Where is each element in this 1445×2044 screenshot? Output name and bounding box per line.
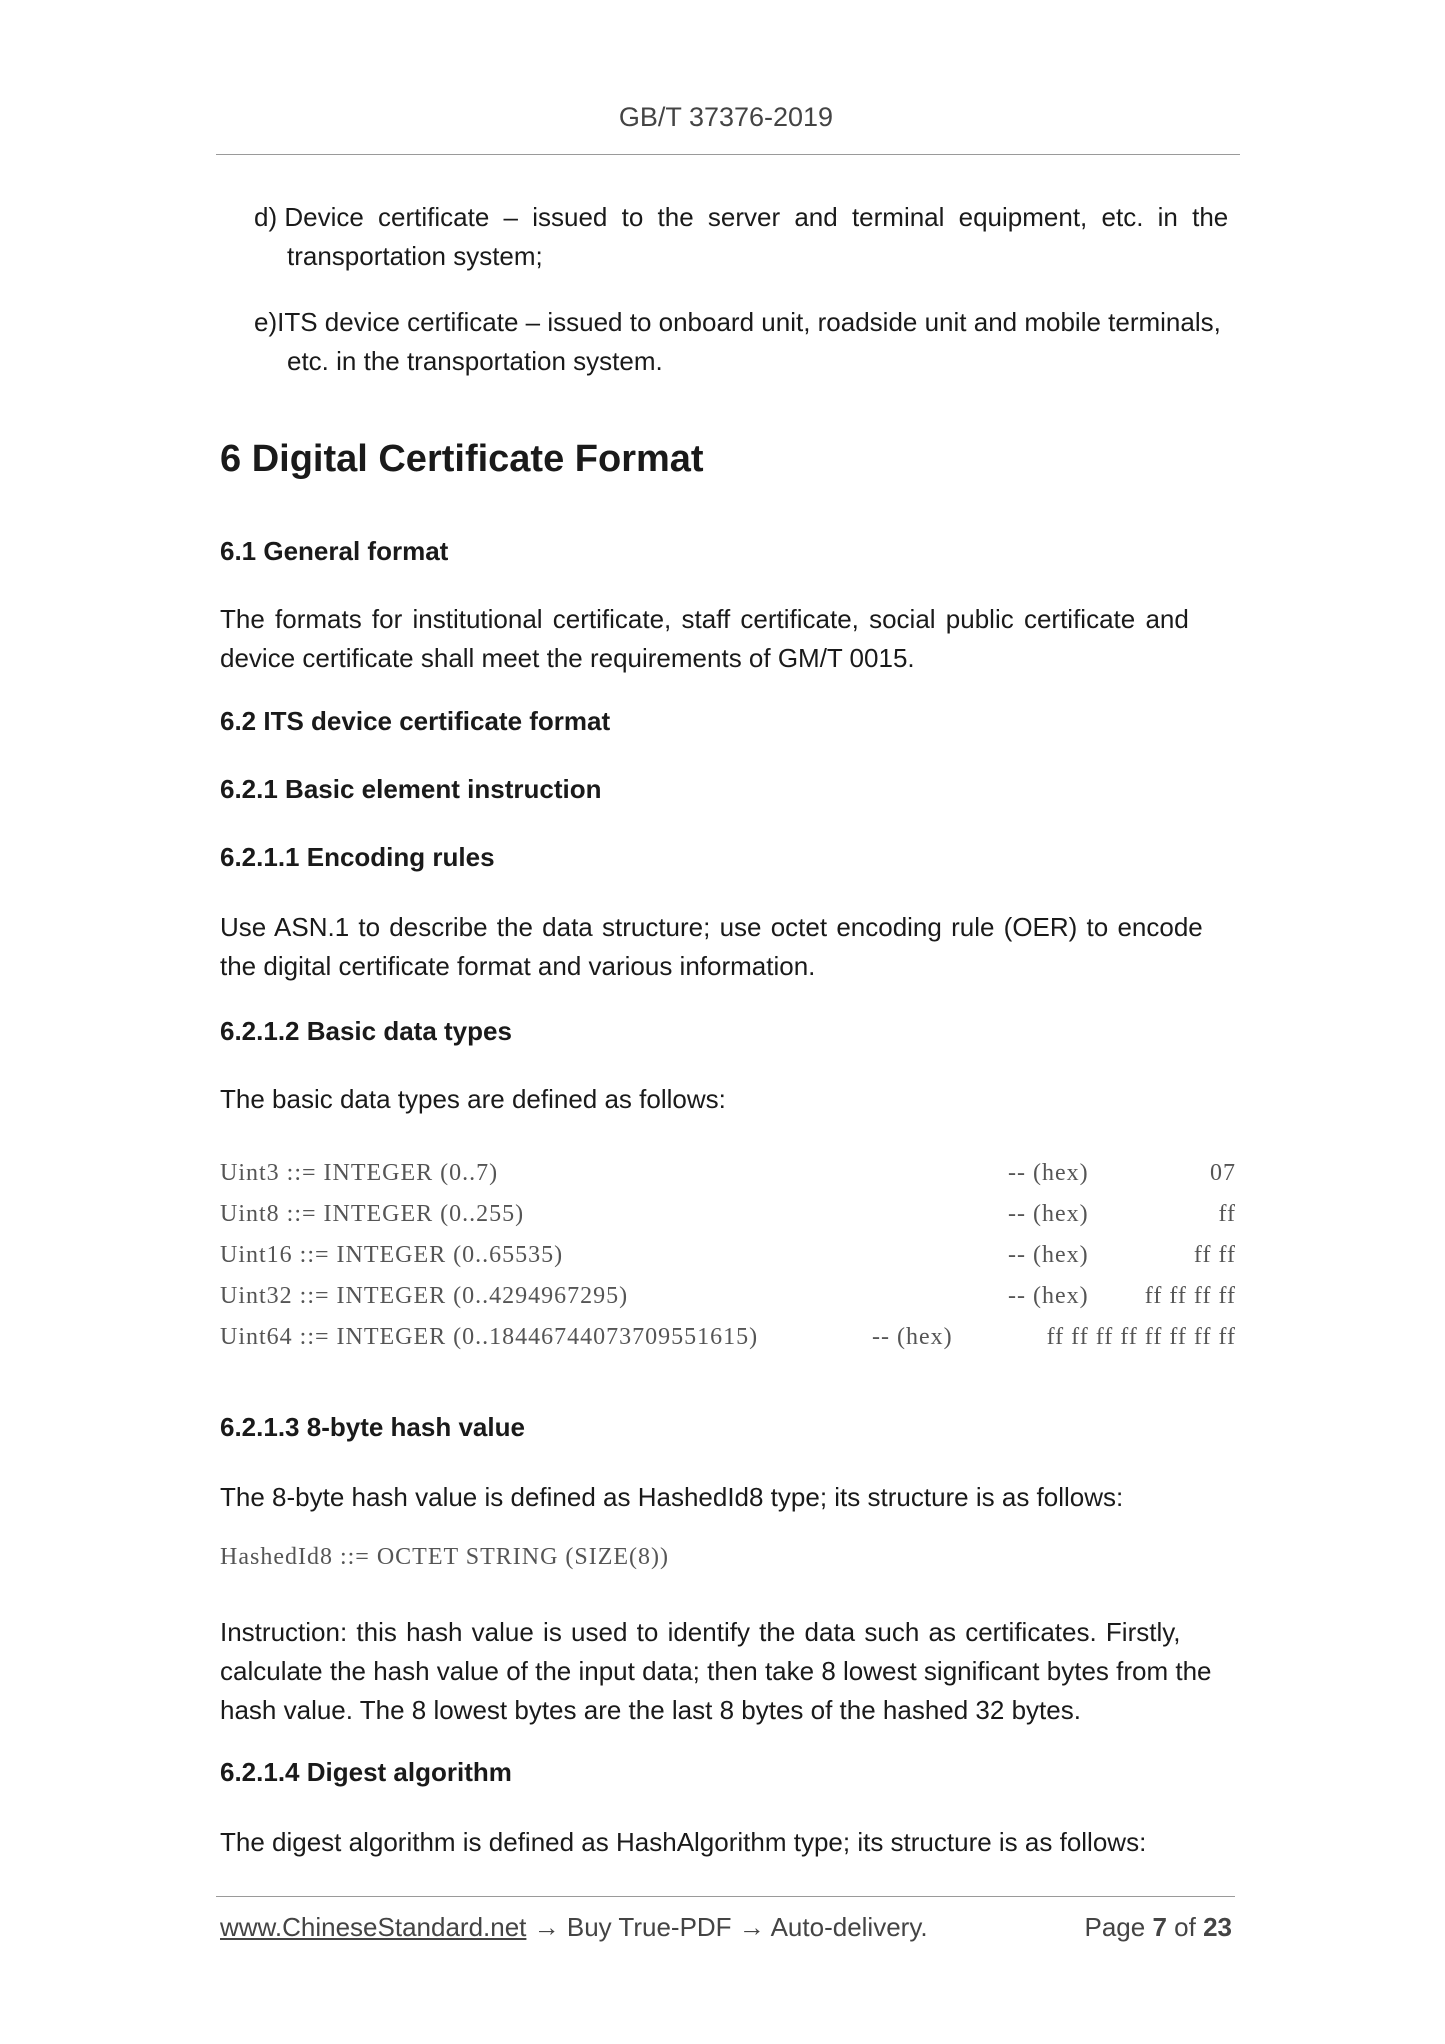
code-comment: -- (hex) bbox=[1008, 1242, 1089, 1268]
header-divider bbox=[216, 154, 1240, 155]
code-hex-value: ff bbox=[1218, 1201, 1236, 1227]
section-6-2-1-3-instruction bbox=[220, 1613, 1240, 1730]
section-6-2-heading: 6.2 ITS device certificate format bbox=[220, 706, 611, 736]
section-6-2-1-heading: 6.2.1 Basic element instruction bbox=[220, 774, 602, 804]
footer-divider bbox=[216, 1896, 1235, 1897]
body-line: The formats for institutional certificate, staff certificate, social public certificate and bbox=[220, 604, 1189, 634]
section-6-2-1-1-body bbox=[220, 908, 1240, 986]
page-total: 23 bbox=[1203, 1912, 1232, 1942]
code-definition: Uint3 ::= INTEGER (0..7) bbox=[220, 1160, 499, 1186]
code-comment: -- (hex) bbox=[1008, 1283, 1089, 1309]
code-hex-value: 07 bbox=[1210, 1160, 1236, 1186]
section-6-2-1-4-heading: 6.2.1.4 Digest algorithm bbox=[220, 1757, 512, 1787]
list-item-e bbox=[254, 303, 1254, 381]
body-line: Instruction: this hash value is used to identify the data such as certificates. Firstly, bbox=[220, 1617, 1181, 1647]
footer-buy-text: → Buy True-PDF bbox=[526, 1912, 739, 1942]
code-row bbox=[220, 1324, 1236, 1365]
code-definition: Uint32 ::= INTEGER (0..4294967295) bbox=[220, 1283, 629, 1309]
code-row bbox=[220, 1242, 1236, 1283]
section-6-2-1-3-body: The 8-byte hash value is defined as HashedId8 type; its structure is as follows: bbox=[220, 1482, 1124, 1512]
body-line: calculate the hash value of the input data; then take 8 lowest significant bytes from the bbox=[220, 1656, 1212, 1686]
list-marker: e) bbox=[254, 307, 278, 337]
footer-delivery-text: → Auto-delivery. bbox=[738, 1912, 928, 1942]
section-6-2-1-2-body: The basic data types are defined as follows: bbox=[220, 1084, 726, 1114]
of-label: of bbox=[1174, 1912, 1196, 1942]
list-text-continuation: etc. in the transportation system. bbox=[287, 346, 663, 376]
section-6-1-body bbox=[220, 600, 1240, 678]
page-counter bbox=[1084, 1912, 1232, 1943]
code-comment: -- (hex) bbox=[872, 1324, 953, 1350]
section-6-2-1-4-body: The digest algorithm is defined as HashAlgorithm type; its structure is as follows: bbox=[220, 1827, 1147, 1857]
code-hex-value: ff ff ff ff ff ff ff ff bbox=[1046, 1324, 1236, 1350]
code-hex-value: ff ff bbox=[1193, 1242, 1236, 1268]
list-text-continuation: transportation system; bbox=[287, 241, 543, 271]
code-hex-value: ff ff ff ff bbox=[1144, 1283, 1236, 1309]
hashedid8-code: HashedId8 ::= OCTET STRING (SIZE(8)) bbox=[220, 1544, 670, 1570]
code-definition: Uint64 ::= INTEGER (0..18446744073709551615) bbox=[220, 1324, 759, 1350]
list-item-d bbox=[254, 198, 1254, 276]
body-line: device certificate shall meet the requirements of GM/T 0015. bbox=[220, 643, 915, 673]
list-text: Device certificate – issued to the server and terminal equipment, etc. in the bbox=[284, 202, 1229, 232]
page-number: 7 bbox=[1152, 1912, 1167, 1942]
section-6-1-heading: 6.1 General format bbox=[220, 536, 449, 566]
body-line: Use ASN.1 to describe the data structure; use octet encoding rule (OER) to encode bbox=[220, 912, 1203, 942]
website-link[interactable]: www.ChineseStandard.net bbox=[220, 1912, 527, 1942]
page-footer bbox=[220, 1912, 1232, 1943]
code-row bbox=[220, 1201, 1236, 1242]
section-6-2-1-1-heading: 6.2.1.1 Encoding rules bbox=[220, 842, 495, 872]
page-label: Page bbox=[1084, 1912, 1146, 1942]
section-6-heading: 6 Digital Certificate Format bbox=[220, 438, 704, 480]
code-row bbox=[220, 1160, 1236, 1201]
document-id-header: GB/T 37376-2019 bbox=[618, 102, 834, 132]
code-comment: -- (hex) bbox=[1008, 1160, 1089, 1186]
body-line: the digital certificate format and various information. bbox=[220, 951, 816, 981]
code-row bbox=[220, 1283, 1236, 1324]
code-comment: -- (hex) bbox=[1008, 1201, 1089, 1227]
body-line: hash value. The 8 lowest bytes are the last 8 bytes of the hashed 32 bytes. bbox=[220, 1695, 1081, 1725]
code-definition: Uint16 ::= INTEGER (0..65535) bbox=[220, 1242, 564, 1268]
section-6-2-1-3-heading: 6.2.1.3 8-byte hash value bbox=[220, 1412, 525, 1442]
list-marker: d) bbox=[254, 202, 278, 232]
list-text: ITS device certificate – issued to onboard unit, roadside unit and mobile terminals, bbox=[277, 307, 1221, 337]
section-6-2-1-2-heading: 6.2.1.2 Basic data types bbox=[220, 1016, 512, 1046]
code-definition: Uint8 ::= INTEGER (0..255) bbox=[220, 1201, 525, 1227]
